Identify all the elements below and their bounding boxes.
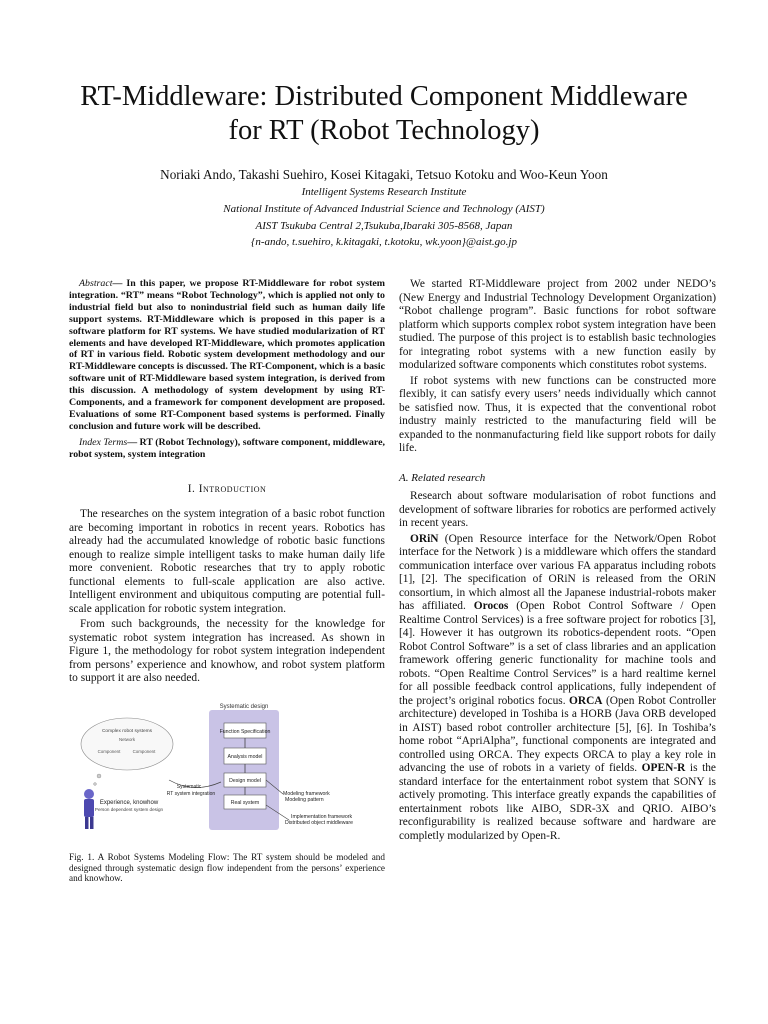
related-research-intro: Research about software modularisation of robot functions and development of software libraries for robotics are performed actively in recent years. [399, 490, 716, 529]
left-column [69, 278, 385, 884]
orocos-description: (Open Robot Control Software / Open Realtime Control Services) is a free software project for robotics [3], [4]. However it has outgrown its robotics-dependent roots. “Open Robot Control Software” is a set of class libraries and an application framework offering generic functionality for machine tools and robots. “Open Realtime Control Services” is a hard realtime kernel for all possible feedback control applications, fully independent of the project’s original robotics focus. [399, 600, 716, 707]
component-label-2: Component [132, 748, 156, 754]
intro-paragraph-1: The researches on the system integration of a basic robot function are becoming important in robotics in recent years. Robotics has already had the accumulated knowledge of robotic basic functions enough to realize simple intelligent tasks to make human daily life more convenient. Robotic researches that try to apply robotic functional elements to full-scale application are also active. Intelligent environment and ubiquitous computing are potential full-scale application for robotic system integration. [69, 508, 385, 615]
thought-bubble-1 [97, 774, 101, 778]
section-heading-introduction [69, 483, 385, 497]
complex-robot-systems-label: Complex robot systems [101, 728, 153, 734]
modeling-pattern-label: Modeling pattern [285, 796, 324, 803]
thought-bubble-2 [94, 782, 97, 785]
design-model-label: Design model [229, 777, 261, 784]
component-label-1: Component [97, 748, 121, 754]
systematic-label: Systematic [176, 783, 202, 790]
implementation-framework-label: Implementation framework [291, 813, 353, 820]
right-column [399, 278, 716, 845]
modeling-framework-label: Modeling framework [283, 790, 330, 797]
title-line-2: for RT (Robot Technology) [228, 115, 540, 146]
affiliation-organization: National Institute of Advanced Industrial Science and Technology (AIST) [223, 203, 545, 215]
index-terms [69, 437, 385, 461]
figure-1-caption: Fig. 1. A Robot Systems Modeling Flow: The RT system should be modeled and designed through systematic design flow independent from the persons’ experience and knowhow. [69, 851, 385, 884]
intro-paragraph-2: From such backgrounds, the necessity for the knowledge for systematic robot system integration has increased. As shown in Figure 1, the methodology for robot system integration independent from persons’ experience and knowhow, and robot system platform to support it are also needed. [69, 618, 385, 685]
related-research-details [399, 533, 716, 844]
term-orocos: Orocos [473, 600, 509, 612]
person-dependent-label: Person dependent system design [94, 806, 164, 812]
affiliation-emails: {n-ando, t.suehiro, k.kitagaki, t.kotoku, wk.yoon}@aist.go.jp [251, 236, 517, 248]
person-figure [84, 789, 94, 829]
systematic-design-label: Systematic design [219, 703, 269, 710]
right-paragraph-1: We started RT-Middleware project from 2002 under NEDO’s (New Energy and Industrial Technology Development Organization) “Robot challenge program”. Basic functions for robot software platform which supports complex robot system integration have been studied. The purpose of this project is to establish basic technologies for integrating robot systems with a new function easily by modularized software components which constitutes robot systems. [399, 278, 716, 371]
function-specification-label: Function Specification [219, 728, 271, 735]
subsection-related-research: A. Related research [399, 471, 486, 484]
figure-1 [69, 702, 385, 834]
section-title: Introduction [198, 482, 267, 495]
abstract-lead: Abstract [79, 278, 113, 289]
title-line-1: RT-Middleware: Distributed Component Middleware [80, 81, 688, 112]
term-orca: ORCA [568, 694, 603, 707]
right-paragraph-2: If robot systems with new functions can be constructed more flexibly, it can satisfy every users’ needs individually which cannot be satisfied now. Thus, it is expected that the conventional robot industry mainly restricted to the manufacturing field will be expanded to the nonmanufacturing field like support robots for daily life. [399, 374, 716, 454]
orca-description: (Open Robot Controller architecture) developed in Toshiba is a HORB (Java ORB developed in AIST) based robot controller architecture [5], [6]. In Toshiba’s home robot “ApriAlpha”, functional components are integrated and controlled using ORCA. They expects ORCA to play a key role in advancing the use of robots in a variety of fields. [399, 694, 716, 774]
analysis-model-label: Analysis model [227, 753, 263, 760]
term-openr: OPEN-R [641, 762, 686, 774]
real-system-label: Real system [230, 799, 260, 806]
figure-1-diagram [69, 702, 385, 834]
thought-cloud [81, 718, 173, 770]
experience-knowhow-label: Experience, knowhow [99, 799, 159, 806]
paper-title [40, 80, 728, 148]
rt-system-integration-label: RT system integration [166, 790, 216, 797]
index-terms-text: — RT (Robot Technology), software component, middleware, robot system, system integration [69, 436, 385, 460]
abstract-text: — In this paper, we propose RT-Middleware for robot system integration. “RT” means “Robot Technology”, which is applied not only to industrial field but also to nonindustrial field such as human daily life support systems. RT-Middleware which is proposed in this paper is a software platform for RT systems. We have studied modularization of RT elements and have developed RT-Middleware, which promotes application of RT in various field. Robotic system development methodology and our RT-Middleware concepts is discussed. The RT-Component, which is a basic software unit of RT-Middleware based system integration, is derived from this discussion. A methodology of system development by using RT-Components, and a framework for component development are proposed. Evaluations of some RT-Component based systems is performed. Finally conclusion and future work will be described. [69, 278, 385, 432]
network-label: Network [118, 736, 136, 742]
affiliation-institute: Intelligent Systems Research Institute [301, 186, 467, 198]
orin-description: (Open Resource interface for the Network/Open Robot interface for the Network ) is a middleware which offers the standard communication interface over various FA apparatus including robots [1], [2]. The specification of ORiN is released from the ORiN consortium, in which almost all the Japanese industrial-robots maker has affiliated. [399, 532, 716, 612]
term-orin: ORiN [410, 532, 439, 545]
section-number: I. [187, 482, 196, 495]
author-list: Noriaki Ando, Takashi Suehiro, Kosei Kitagaki, Tetsuo Kotoku and Woo-Keun Yoon [160, 167, 608, 182]
openr-description: is the standard interface for the entertainment robot system that SONY is actively promoting. This interface greatly expands the capabilities of entertainment robots like AIBO, SDR-3X and QRIO. AIBO’s reconfigurability is realized because software and hardware are completly modularized by Open-R. [399, 762, 716, 842]
index-terms-lead: Index Terms [79, 436, 128, 448]
distributed-middleware-label: Distributed object middleware [285, 819, 354, 826]
abstract [69, 278, 385, 433]
affiliation-address: AIST Tsukuba Central 2,Tsukuba,Ibaraki 305-8568, Japan [255, 220, 513, 232]
